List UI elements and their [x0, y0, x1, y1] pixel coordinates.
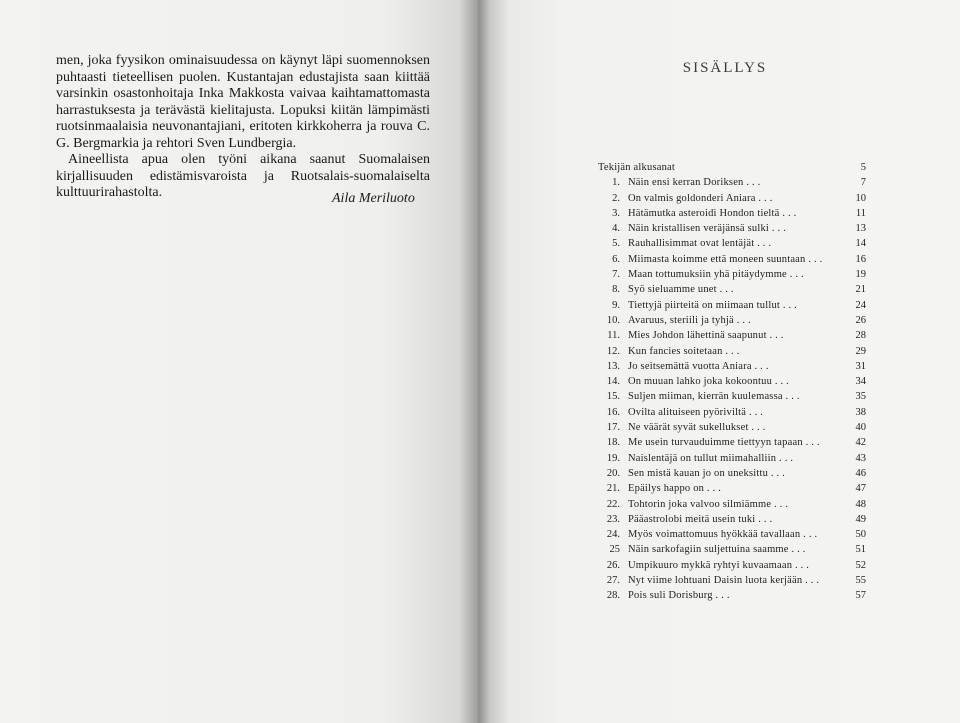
toc-entry-number: 19. [606, 452, 620, 464]
toc-row [598, 391, 866, 406]
toc-entry-number: 23. [606, 513, 620, 525]
toc-entry-number: 14. [606, 376, 620, 388]
toc-page-number: 31 [855, 360, 866, 372]
toc-page-number: 26 [855, 314, 866, 326]
toc-row [598, 193, 866, 208]
toc-entry-text: Ne väärät syvät sukellukset . . . [628, 422, 766, 434]
toc-page-number: 52 [855, 559, 866, 571]
toc-entry-number: 26. [606, 559, 620, 571]
toc-entry-text: Mies Johdon lähettinä saapunut . . . [628, 330, 784, 342]
book-gutter [478, 0, 508, 723]
toc-entry-text: Myös voimattomuus hyökkää tavallaan . . . [628, 529, 818, 541]
toc-row [598, 300, 866, 315]
toc-entry-number: 11. [607, 330, 620, 342]
toc-entry-text: Umpikuuro mykkä ryhtyi kuvaamaan . . . [628, 559, 810, 571]
toc-page-number: 55 [855, 575, 866, 587]
toc-row [598, 330, 866, 345]
toc-row [598, 361, 866, 376]
toc-entry-text: Ovilta alituiseen pyöriviltä . . . [628, 406, 764, 418]
toc-page-number: 50 [855, 529, 866, 541]
toc-entry-number: 27. [606, 575, 620, 587]
body-text [56, 53, 430, 202]
toc-entry-text: Jo seitsemättä vuotta Aniara . . . [628, 360, 769, 372]
toc-entry-text: Näin ensi kerran Doriksen . . . [628, 177, 761, 189]
toc-entry-text: Pois suli Dorisburg . . . [628, 590, 730, 602]
toc-entry-text: Rauhallisimmat ovat lentäjät . . . [628, 238, 772, 250]
toc-entry-number: 7. [612, 269, 620, 281]
toc-entry-number: 5. [612, 238, 620, 250]
toc-row [598, 346, 866, 361]
toc-entry-number: 28. [606, 590, 620, 602]
toc-row-preface [598, 162, 866, 177]
toc-entry-number: 8. [612, 284, 620, 296]
toc-page-number: 19 [855, 269, 866, 281]
toc-row [598, 590, 866, 605]
toc-row [598, 560, 866, 575]
toc-row [598, 269, 866, 284]
toc-entry-number: 1. [612, 177, 620, 189]
toc-entry-number: 24. [606, 529, 620, 541]
toc-entry-number: 9. [612, 299, 620, 311]
toc-entry-text: Me usein turvauduimme tiettyyn tapaan . . . [628, 437, 820, 449]
toc-entry-number: 10. [606, 314, 620, 326]
toc-entry-text: Miimasta koimme että moneen suuntaan . . . [628, 253, 823, 265]
toc-entry-number: 15. [606, 391, 620, 403]
toc-entry-text: Syö sieluamme unet . . . [628, 284, 734, 296]
toc-row [598, 437, 866, 452]
toc-entry-number: 20. [606, 467, 620, 479]
toc-entry-number: 18. [606, 437, 620, 449]
toc-row [598, 238, 866, 253]
toc-row [598, 315, 866, 330]
toc-row [598, 407, 866, 422]
toc-page-number: 34 [855, 376, 866, 388]
toc-row [598, 575, 866, 590]
toc-page-number: 5 [860, 162, 866, 173]
toc-page-number: 38 [855, 406, 866, 418]
toc-entry-text: Avaruus, steriili ja tyhjä . . . [628, 314, 751, 326]
toc-row [598, 223, 866, 238]
toc-entry-text: Maan tottumuksiin yhä pitäydymme . . . [628, 269, 804, 281]
toc-page-number: 29 [855, 345, 866, 357]
toc-page-number: 40 [855, 422, 866, 434]
toc-page-number: 46 [855, 467, 866, 479]
toc-row [598, 177, 866, 192]
toc-entry-number: 22. [606, 498, 620, 510]
toc-entry-number: 16. [606, 406, 620, 418]
toc-entry-text: Nyt viime lohtuani Daisin luota kerjään . . . [628, 575, 820, 587]
toc-row [598, 514, 866, 529]
toc-entry-number: 25 [609, 544, 620, 556]
toc-page-number: 28 [855, 330, 866, 342]
table-of-contents [598, 162, 866, 606]
toc-row [598, 468, 866, 483]
toc-entry-number: 2. [612, 192, 620, 204]
toc-page-number: 51 [855, 544, 866, 556]
toc-title: SISÄLLYS [682, 60, 768, 76]
toc-entry-text: On muuan lahko joka kokoontuu . . . [628, 376, 789, 388]
toc-entry-number: 4. [612, 223, 620, 235]
toc-entry-text: Sen mistä kauan jo on uneksittu . . . [628, 467, 786, 479]
toc-entry-text: Tiettyjä piirteitä on miimaan tullut . . . [628, 299, 797, 311]
toc-row [598, 499, 866, 514]
toc-entry-number: 21. [606, 483, 620, 495]
toc-entry-text: Hätämutka asteroidi Hondon tieltä . . . [628, 207, 797, 219]
toc-entry-number: 17. [606, 422, 620, 434]
toc-entry-text: Suljen miiman, kierrän kuulemassa . . . [628, 391, 800, 403]
toc-page-number: 21 [855, 284, 866, 296]
toc-page-number: 24 [855, 299, 866, 311]
paragraph-funding: Aineellista apua olen työni aikana saanut Suomalaisen kirjallisuuden edistämisvaroista ja Ruotsalais-suomalaiselta kulttuurirahastolta. [56, 152, 430, 200]
toc-entry-text: Tohtorin joka valvoo silmiämme . . . [628, 498, 789, 510]
toc-row [598, 376, 866, 391]
toc-entry-text: Epäilys happo on . . . [628, 483, 722, 495]
toc-page-number: 43 [855, 452, 866, 464]
toc-entry-text: On valmis goldonderi Aniara . . . [628, 192, 773, 204]
toc-entry-text: Näin sarkofagiin suljettuina saamme . . . [628, 544, 806, 556]
toc-entry-text: Tekijän alkusanat [598, 162, 676, 173]
toc-entry-text: Naislentäjä on tullut miimahalliin . . . [628, 452, 794, 464]
toc-entry-text: Kun fancies soitetaan . . . [628, 345, 740, 357]
toc-page-number: 16 [855, 253, 866, 265]
left-page [0, 0, 478, 723]
toc-page-number: 47 [855, 483, 866, 495]
toc-row [598, 544, 866, 559]
toc-page-number: 49 [855, 513, 866, 525]
toc-page-number: 57 [855, 590, 866, 602]
toc-entry-text: Näin kristallisen veräjänsä sulki . . . [628, 223, 786, 235]
toc-entry-number: 12. [606, 345, 620, 357]
toc-page-number: 13 [855, 223, 866, 235]
toc-page-number: 35 [855, 391, 866, 403]
toc-entry-text: Pääastrolobi meitä usein tuki . . . [628, 513, 773, 525]
toc-page-number: 42 [855, 437, 866, 449]
toc-entry-number: 6. [612, 253, 620, 265]
toc-row [598, 529, 866, 544]
toc-entry-number: 3. [612, 207, 620, 219]
paragraph-acknowledgements: men, joka fyysikon ominaisuudessa on käynyt läpi suomennoksen puhtaasti tieteellisen puolen. Kustantajan edustajista saan kiittää varsinkin osastonhoitaja Inka Makkosta vaivaa kaihtamattomasta harrastuksesta ja terävästä kielitajusta. Lopuksi kiitän lämpimästi ruotsinmaalaisia neuvonantajiani, eritoten kirkkoherra ja rouva C. G. Bergmarkia ja rehtori Sven Lundbergia. [56, 53, 430, 151]
toc-page-number: 14 [855, 238, 866, 250]
toc-row [598, 208, 866, 223]
toc-row [598, 453, 866, 468]
toc-page-number: 11 [855, 207, 866, 219]
toc-page-number: 10 [855, 192, 866, 204]
toc-row [598, 483, 866, 498]
signature: Aila Meriluoto [332, 191, 415, 206]
toc-entry-number: 13. [606, 360, 620, 372]
toc-row [598, 254, 866, 269]
toc-row [598, 422, 866, 437]
toc-page-number: 7 [860, 177, 866, 189]
toc-page-number: 48 [855, 498, 866, 510]
toc-row [598, 284, 866, 299]
